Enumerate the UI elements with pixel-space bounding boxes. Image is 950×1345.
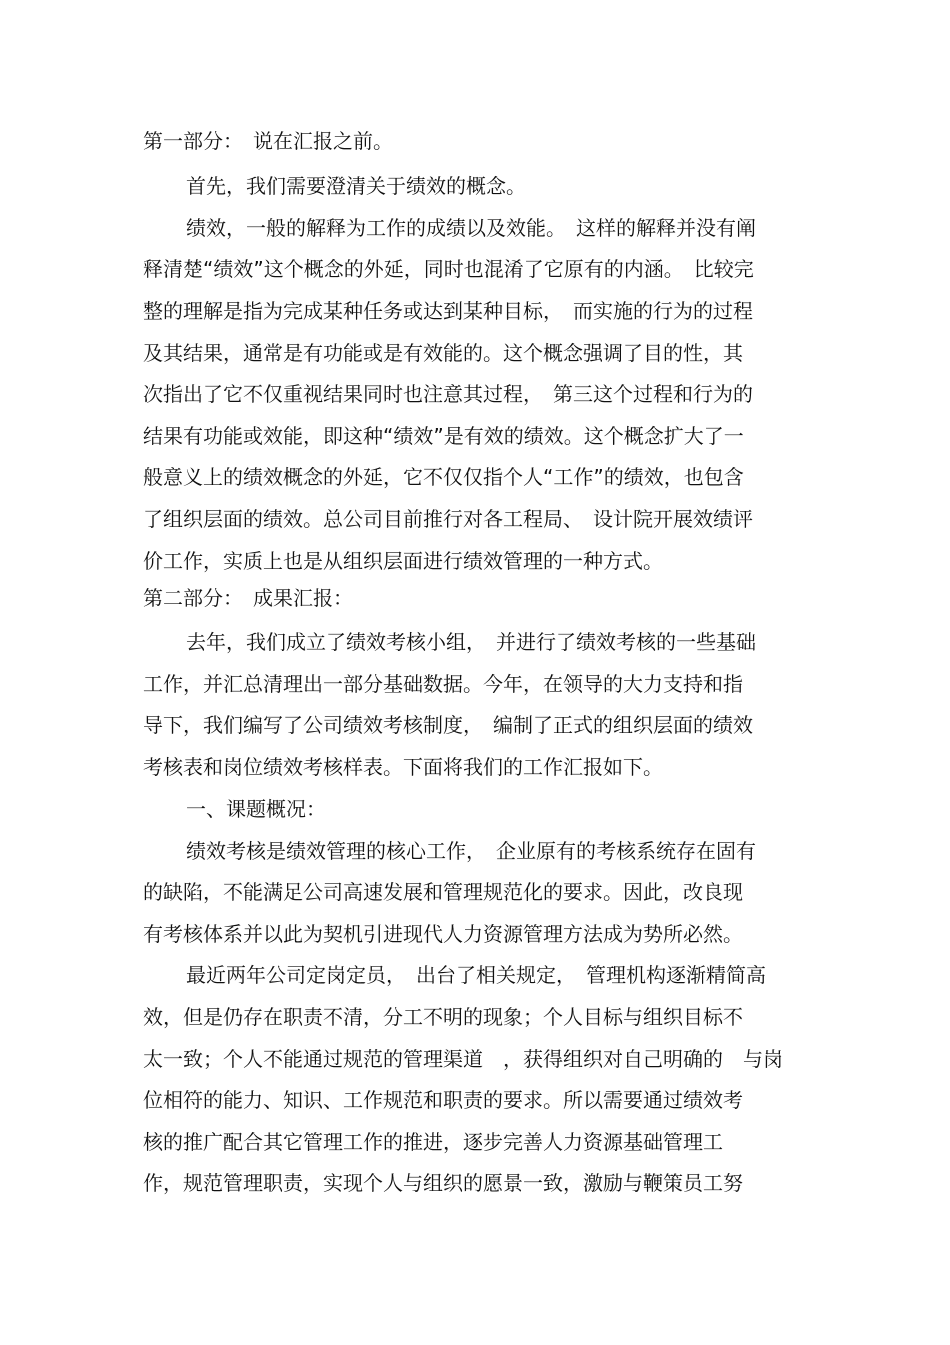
paragraph-line: 整的理解是指为完成某种任务或达到某种目标， 而实施的行为的过程 (143, 299, 753, 323)
paragraph-line: 绩效，一般的解释为工作的成绩以及效能。 这样的解释并没有阐 (186, 216, 756, 240)
paragraph-line: 结果有功能或效能，即这种“绩效”是有效的绩效。这个概念扩大了一 (143, 424, 744, 448)
paragraph-line: 作，规范管理职责，实现个人与组织的愿景一致，激励与鞭策员工努 (143, 1171, 743, 1195)
paragraph-line: 导下，我们编写了公司绩效考核制度， 编制了正式的组织层面的绩效 (143, 713, 753, 737)
subsection-heading: 一、课题概况： (186, 797, 326, 821)
paragraph-line: 了组织层面的绩效。总公司目前推行对各工程局、 设计院开展效绩评 (143, 507, 753, 531)
paragraph-line: 效，但是仍存在职责不清，分工不明的现象；个人目标与组织目标不 (143, 1005, 743, 1029)
paragraph-line: 核的推广配合其它管理工作的推进，逐步完善人力资源基础管理工 (143, 1130, 723, 1154)
paragraph-line: 绩效考核是绩效管理的核心工作， 企业原有的考核系统存在固有 (186, 839, 756, 863)
paragraph-line: 位相符的能力、知识、工作规范和职责的要求。所以需要通过绩效考 (143, 1088, 743, 1112)
paragraph-line: 最近两年公司定岗定员， 出台了相关规定， 管理机构逐渐精简高 (186, 963, 766, 987)
paragraph-line: 释清楚“绩效”这个概念的外延，同时也混淆了它原有的内涵。 比较完 (143, 257, 754, 281)
paragraph-line: 工作，并汇总清理出一部分基础数据。今年，在领导的大力支持和指 (143, 672, 743, 696)
paragraph-line: 考核表和岗位绩效考核样表。下面将我们的工作汇报如下。 (143, 755, 663, 779)
paragraph-line: 次指出了它不仅重视结果同时也注意其过程， 第三这个过程和行为的 (143, 382, 753, 406)
paragraph-line: 首先，我们需要澄清关于绩效的概念。 (186, 174, 526, 198)
paragraph-line: 及其结果，通常是有功能或是有效能的。这个概念强调了目的性，其 (143, 341, 743, 365)
paragraph-line: 去年，我们成立了绩效考核小组， 并进行了绩效考核的一些基础 (186, 630, 756, 654)
paragraph-line: 价工作，实质上也是从组织层面进行绩效管理的一种方式。 (143, 549, 663, 573)
paragraph-line: 般意义上的绩效概念的外延，它不仅仅指个人“工作”的绩效，也包含 (143, 465, 744, 489)
paragraph-line: 太一致；个人不能通过规范的管理渠道 ，获得组织对自己明确的 与岗 (143, 1047, 783, 1071)
section-heading-part-two: 第二部分： 成果汇报： (143, 586, 353, 610)
paragraph-line: 有考核体系并以此为契机引进现代人力资源管理方法成为势所必然。 (143, 922, 743, 946)
paragraph-line: 的缺陷，不能满足公司高速发展和管理规范化的要求。因此，改良现 (143, 880, 743, 904)
section-heading-part-one: 第一部分： 说在汇报之前。 (143, 129, 393, 153)
